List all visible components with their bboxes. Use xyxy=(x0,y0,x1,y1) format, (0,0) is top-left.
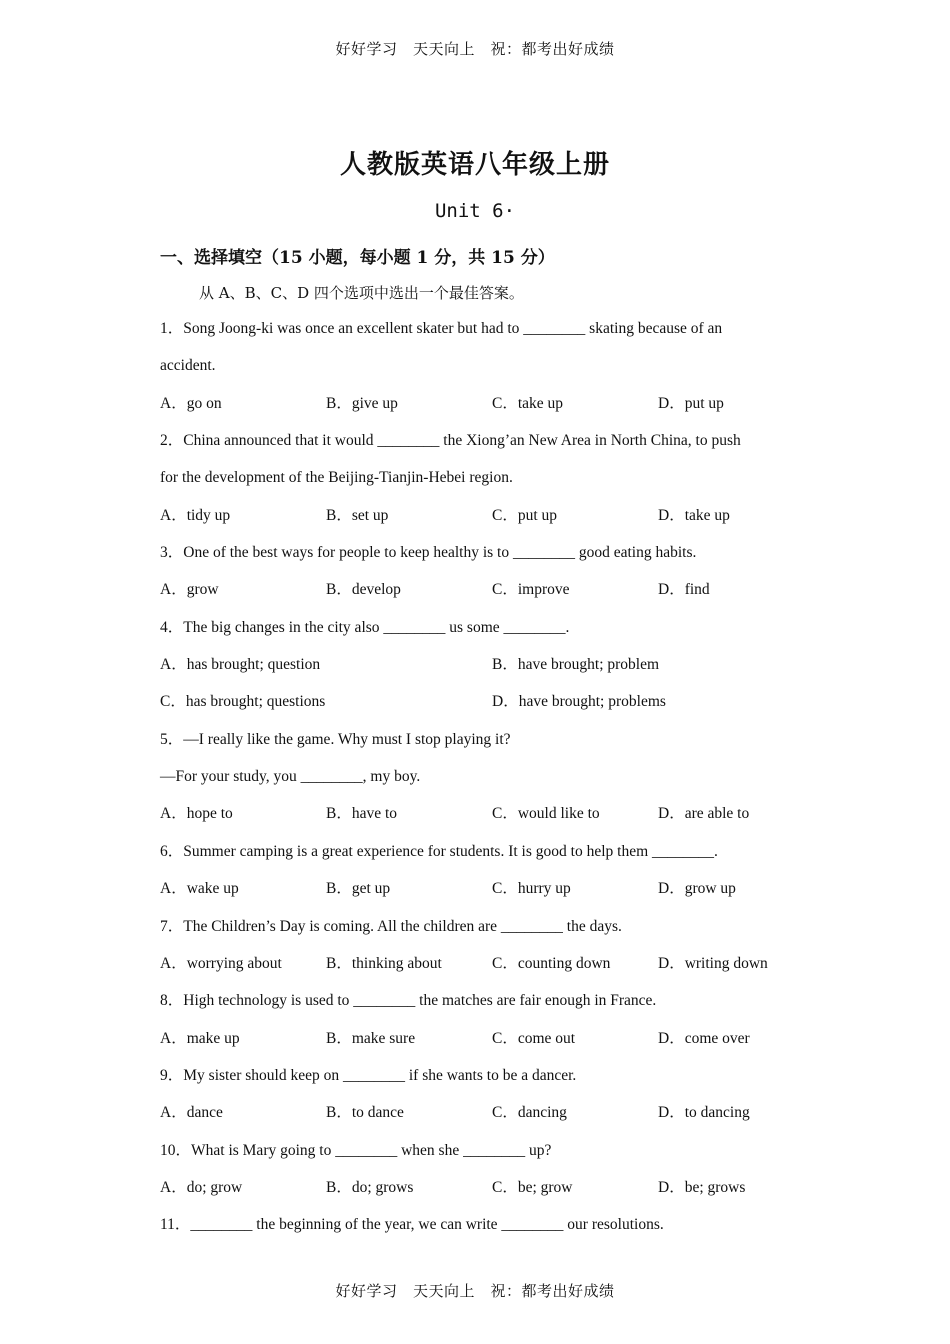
question-text-line: 4．The big changes in the city also ________ us some ________. xyxy=(160,618,570,636)
answer-option: C．would like to xyxy=(492,805,600,823)
answer-options-row xyxy=(160,393,800,430)
answer-options-row xyxy=(160,579,800,616)
page-footer: 好好学习 天天向上 祝：都考出好成绩 xyxy=(335,1282,615,1300)
question-text-line: 1．Song Joong-ki was once an excellent skater but had to ________ skating because of an xyxy=(160,320,723,337)
answer-option: B．develop xyxy=(326,581,401,599)
answer-option: C．take up xyxy=(492,394,564,412)
answer-options-row xyxy=(160,654,800,691)
answer-options-row xyxy=(160,1177,800,1214)
answer-options-row xyxy=(160,878,800,915)
answer-option: C．hurry up xyxy=(492,880,571,898)
question-text-line: 5．—I really like the game. Why must I stop playing it? xyxy=(160,730,511,748)
answer-option: A．worrying about xyxy=(160,954,282,972)
answer-option: D．be; grows xyxy=(658,1178,746,1196)
question-text-line: 2．China announced that it would ________ the Xiong’an New Area in North China, to push xyxy=(160,432,741,450)
answer-option: A．grow xyxy=(160,581,219,599)
answer-option: C．come out xyxy=(492,1029,576,1047)
answer-options-row xyxy=(160,505,800,542)
document-subtitle: Unit 6· xyxy=(434,200,516,222)
question-text-line: 7．The Children’s Day is coming. All the children are ________ the days. xyxy=(160,917,622,935)
question-text-line: 10．What is Mary going to ________ when she ________ up? xyxy=(160,1141,552,1159)
section-instruction: 从 A、B、C、D 四个选项中选出一个最佳答案。 xyxy=(199,284,524,302)
answer-option: D．grow up xyxy=(658,880,736,898)
answer-option: B．set up xyxy=(326,506,389,524)
answer-option: C．has brought; questions xyxy=(160,693,326,711)
page-header: 好好学习 天天向上 祝：都考出好成绩 xyxy=(335,40,615,58)
answer-options-row xyxy=(160,691,800,728)
question-text-line: 11．________ the beginning of the year, we can write ________ our resolutions. xyxy=(160,1216,664,1234)
answer-option: D．find xyxy=(658,581,710,599)
answer-option: B．do; grows xyxy=(326,1178,414,1196)
answer-options-row xyxy=(160,803,800,840)
answer-options-row xyxy=(160,953,800,990)
answer-option: B．make sure xyxy=(326,1029,416,1047)
answer-option: A．make up xyxy=(160,1029,240,1047)
answer-option: B．have brought; problem xyxy=(492,656,660,674)
question-text-line: accident. xyxy=(160,357,216,375)
answer-option: D．come over xyxy=(658,1029,750,1047)
answer-option: D．to dancing xyxy=(658,1104,750,1122)
section-heading: 一、选择填空（15 小题，每小题 1 分，共 15 分） xyxy=(160,248,555,268)
answer-option: A．has brought; question xyxy=(160,656,321,674)
answer-option: D．are able to xyxy=(658,805,750,823)
question-text-line: 3．One of the best ways for people to keep healthy is to ________ good eating habits. xyxy=(160,544,697,562)
answer-options-row xyxy=(160,1028,800,1065)
answer-option: C．improve xyxy=(492,581,570,599)
question-text-line: 6．Summer camping is a great experience for students. It is good to help them ________. xyxy=(160,842,718,860)
question-text-line: 8．High technology is used to ________ the matches are fair enough in France. xyxy=(160,992,657,1010)
answer-option: C．dancing xyxy=(492,1104,567,1122)
answer-option: B．to dance xyxy=(326,1104,404,1122)
answer-option: D．writing down xyxy=(658,954,768,972)
question-text-line: 9．My sister should keep on ________ if she wants to be a dancer. xyxy=(160,1066,577,1084)
answer-option: D．have brought; problems xyxy=(492,693,666,711)
answer-option: B．have to xyxy=(326,805,398,823)
answer-option: B．get up xyxy=(326,880,391,898)
question-list xyxy=(160,318,800,1252)
answer-option: D．put up xyxy=(658,394,724,412)
answer-option: D．take up xyxy=(658,506,730,524)
answer-option: C．put up xyxy=(492,506,558,524)
answer-option: B．give up xyxy=(326,394,398,412)
answer-option: A．hope to xyxy=(160,805,233,823)
answer-option: A．do; grow xyxy=(160,1178,243,1196)
answer-option: A．dance xyxy=(160,1104,223,1122)
question-text-line: for the development of the Beijing-Tianjin-Hebei region. xyxy=(160,469,513,487)
answer-option: B．thinking about xyxy=(326,954,442,972)
answer-option: C．be; grow xyxy=(492,1178,573,1196)
document-title: 人教版英语八年级上册 xyxy=(339,150,610,180)
answer-option: A．tidy up xyxy=(160,506,231,524)
answer-option: A．go on xyxy=(160,394,222,412)
question-text-line: —For your study, you ________, my boy. xyxy=(160,768,421,786)
answer-option: C．counting down xyxy=(492,954,611,972)
answer-options-row xyxy=(160,1102,800,1139)
answer-option: A．wake up xyxy=(160,880,239,898)
